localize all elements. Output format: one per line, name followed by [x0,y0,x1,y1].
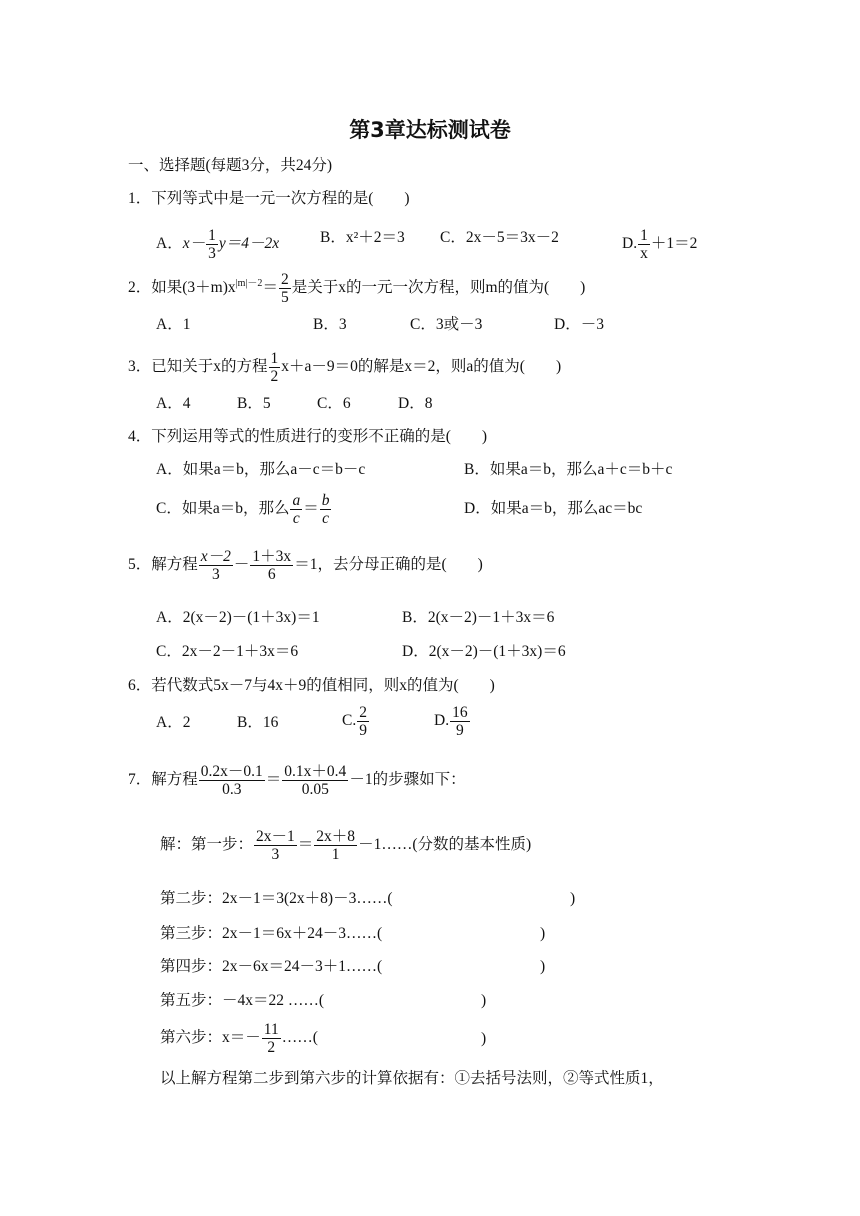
q7-step-2: 第二步：2x－1＝3(2x＋8)－3……( [160,890,393,907]
q5-option-c: C．2x－2－1＋3x＝6 [156,643,299,660]
q7-step-3: 第三步：2x－1＝6x＋24－3……( [160,925,383,942]
section-heading: 一、选择题(每题3分，共24分) [128,157,333,174]
q2-option-b: B．3 [313,316,347,333]
q1-option-b: B．x²＋2＝3 [320,229,405,246]
q6-option-c: C. $\frac{2}{9}$ [342,704,367,739]
question-2-stem: 2．如果$(3+m)x^{|m|-2}=$ $\frac{2}{5}$ 是关于x的一元一次方程，则m的值为( ) [128,271,586,306]
q7-step-5: 第五步：－4x＝22 ……( [160,992,325,1009]
q3-option-b: B．5 [237,395,271,412]
q2-option-d: D．－3 [554,316,604,333]
q5-option-d: D．2(x－2)－(1＋3x)＝6 [402,643,566,660]
q4-option-d: D．如果a＝b，那么ac＝bc [464,500,643,517]
q1-option-a: A．x－ $\frac{1}{3}$ y＝4－2x [156,227,280,262]
q6-option-a: A．2 [156,714,191,731]
q3-option-a: A．4 [156,395,191,412]
q7-step-2-blank-close: ) [570,890,576,907]
q1-option-c: C．2x－5＝3x－2 [440,229,559,246]
q3-option-c: C．6 [317,395,351,412]
q2-option-a: A．1 [156,316,191,333]
q2-option-c: C．3或－3 [410,316,483,333]
question-6-stem: 6．若代数式5x－7与4x＋9的值相同，则x的值为( ) [128,677,495,694]
q4-option-b: B．如果a＝b，那么a＋c＝b＋c [464,461,673,478]
q6-option-b: B．16 [237,714,279,731]
q1-option-d: D. $\frac{1}{x}$ ＋1＝2 [622,227,698,262]
question-7-stem: 7．解方程 $\frac{0.2x-0.1}{0.3}$ ＝ $\frac{0.1x+0.4}{0.05}$ －1的步骤如下： [128,763,466,798]
q7-step-3-blank-close: ) [540,925,546,942]
q7-step-4-blank-close: ) [540,958,546,975]
question-3-stem: 3．已知关于x的方程 $\frac{1}{2}$ x＋a－9＝0的解是x＝2，则a的值为( ) [128,350,562,385]
page-title: 第3章达标测试卷 [349,118,511,142]
q7-step-6: 第六步：x＝－ $\frac{11}{2}$ ……( [160,1021,318,1056]
q7-step-1: 解：第一步： $\frac{2x-1}{3}$ ＝ $\frac{2x+8}{1}$ －1……(分数的基本性质) [160,828,532,863]
q4-option-c: C．如果a＝b，那么 $\frac{a}{c}$ ＝ $\frac{b}{c}$ [156,492,330,527]
question-4-stem: 4．下列运用等式的性质进行的变形不正确的是( ) [128,428,488,445]
q7-note: 以上解方程第二步到第六步的计算依据有：①去括号法则，②等式性质1， [160,1070,664,1087]
q5-option-b: B．2(x－2)－1＋3x＝6 [402,609,555,626]
q7-step-4: 第四步：2x－6x＝24－3＋1……( [160,958,383,975]
question-5-stem: 5．解方程 $\frac{x-2}{3}$ － $\frac{1+3x}{6}$ ＝1，去分母正确的是( ) [128,548,483,583]
q6-option-d: D. $\frac{16}{9}$ [434,704,468,739]
q7-step-5-blank-close: ) [481,992,487,1009]
q3-option-d: D．8 [398,395,433,412]
q4-option-a: A．如果a＝b，那么a－c＝b－c [156,461,366,478]
question-1-stem: 1．下列等式中是一元一次方程的是( ) [128,190,410,207]
q5-option-a: A．2(x－2)－(1＋3x)＝1 [156,609,320,626]
q7-step-6-blank-close: ) [481,1030,487,1047]
